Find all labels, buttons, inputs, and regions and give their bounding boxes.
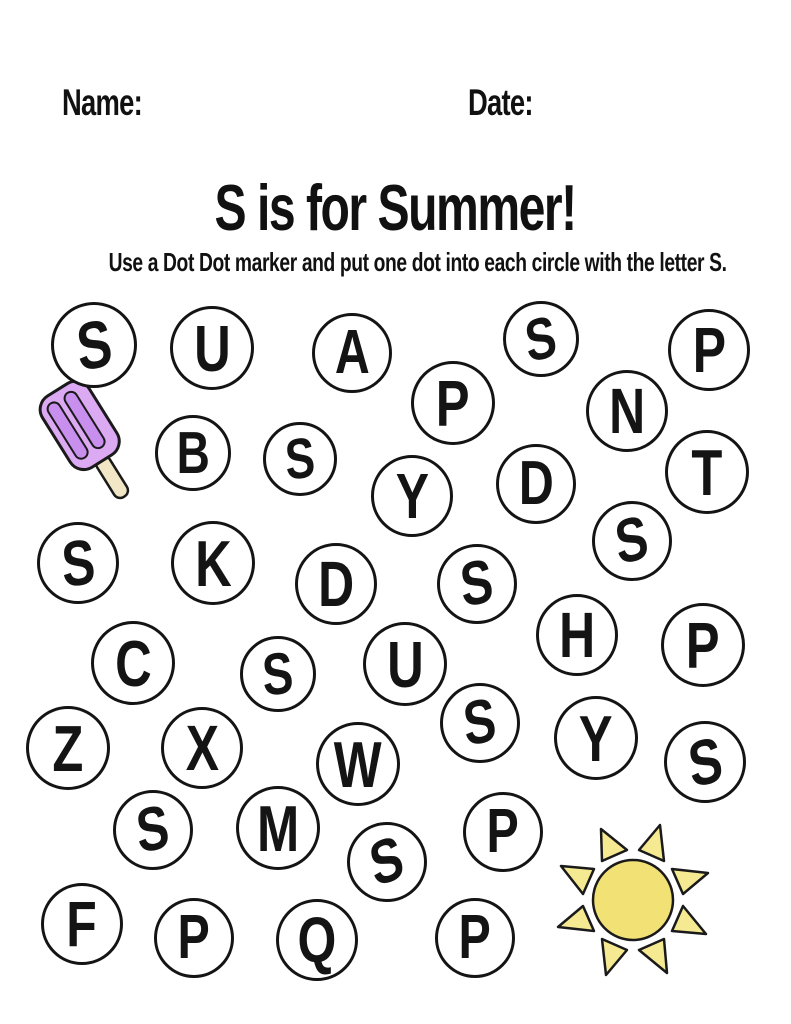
sun-ray <box>639 825 664 861</box>
letter-circle[interactable] <box>665 430 749 514</box>
circle-letter: S <box>260 638 296 709</box>
sun-center <box>593 860 673 940</box>
circle-letter: A <box>334 318 370 387</box>
sun-ray <box>602 939 627 975</box>
page-title <box>0 170 791 245</box>
circle-letter: P <box>686 608 720 682</box>
letter-circle[interactable] <box>371 455 453 537</box>
date-label-text: Date: <box>468 82 533 123</box>
instructions-text: Use a Dot Dot marker and put one dot into each circle with the letter S. <box>108 247 727 277</box>
sun-ray <box>672 869 708 894</box>
circle-letter: T <box>691 435 723 509</box>
letter-circle[interactable] <box>113 790 193 870</box>
letter-circle[interactable] <box>171 521 255 605</box>
circle-letter: P <box>692 314 726 386</box>
sun-ray <box>558 906 594 931</box>
circle-letter: U <box>386 627 424 701</box>
circle-letter: S <box>58 525 98 601</box>
letter-circle[interactable] <box>276 899 358 981</box>
circle-letter: S <box>457 546 497 621</box>
circle-letter: S <box>133 792 173 867</box>
circle-letter: H <box>558 599 596 671</box>
letter-circle[interactable] <box>440 683 520 763</box>
circle-letter: S <box>611 502 653 579</box>
letter-circle[interactable] <box>170 306 254 390</box>
letter-circle[interactable] <box>363 622 447 706</box>
page-title-text: S is for Summer! <box>214 171 577 244</box>
circle-letter: P <box>458 903 492 972</box>
circle-letter: D <box>518 449 554 518</box>
circle-letter: Z <box>52 711 84 785</box>
circle-letter: S <box>460 685 500 760</box>
letter-circle[interactable] <box>41 883 123 965</box>
circle-letter: W <box>334 727 382 801</box>
letter-circle[interactable] <box>668 309 750 391</box>
circle-letter: M <box>256 791 300 865</box>
circle-letter: S <box>283 424 317 493</box>
circle-letter: S <box>364 822 410 901</box>
circle-letter: N <box>608 375 646 447</box>
date-label <box>468 82 556 124</box>
letter-circle[interactable] <box>435 898 515 978</box>
sun-ray <box>639 939 667 973</box>
circle-letter: K <box>194 526 232 600</box>
sun-ray <box>561 866 594 894</box>
letter-circle[interactable] <box>154 898 234 978</box>
letter-circle[interactable] <box>437 544 517 624</box>
circle-letter: F <box>66 888 98 960</box>
circle-letter: U <box>193 311 231 385</box>
circle-letter: B <box>176 419 210 486</box>
letter-circle[interactable] <box>295 543 377 625</box>
letter-circle[interactable] <box>316 722 400 806</box>
letter-circle[interactable] <box>161 707 243 789</box>
circle-letter: S <box>683 722 727 802</box>
instructions <box>0 247 791 278</box>
letter-circle[interactable] <box>592 501 672 581</box>
circle-letter: X <box>185 712 219 784</box>
letter-circle[interactable] <box>586 370 668 452</box>
letter-circle[interactable] <box>536 594 618 676</box>
circle-letter: C <box>114 626 152 700</box>
sun-icon <box>533 800 733 1000</box>
letter-circle[interactable] <box>51 302 137 388</box>
letter-circle[interactable] <box>240 636 316 712</box>
letter-circle[interactable] <box>664 721 746 803</box>
circle-letter: P <box>486 797 520 866</box>
letter-circle[interactable] <box>155 415 231 491</box>
sun-ray <box>672 906 706 934</box>
letter-circle[interactable] <box>236 786 320 870</box>
sun-ray <box>601 829 627 861</box>
circle-letter: Y <box>579 701 613 775</box>
letter-circle[interactable] <box>347 822 427 902</box>
circle-letter: P <box>436 366 470 440</box>
letter-circle[interactable] <box>463 792 543 872</box>
letter-circle[interactable] <box>91 621 175 705</box>
letter-circle[interactable] <box>503 301 579 377</box>
letter-circle[interactable] <box>411 361 495 445</box>
circle-letter: S <box>521 302 561 375</box>
letter-circle[interactable] <box>496 444 576 524</box>
popsicle-icon <box>24 374 160 524</box>
circle-letter: P <box>177 903 211 972</box>
circle-letter: Y <box>395 460 429 532</box>
letter-circle[interactable] <box>263 422 337 496</box>
letter-circle[interactable] <box>661 603 745 687</box>
name-label-text: Name: <box>62 82 143 123</box>
circle-letter: S <box>72 304 116 386</box>
letter-circle[interactable] <box>312 313 392 393</box>
circle-letter: D <box>317 548 355 620</box>
name-label <box>62 82 170 124</box>
circle-letter: Q <box>297 904 337 976</box>
letter-circle[interactable] <box>37 522 119 604</box>
letter-circle[interactable] <box>554 696 638 780</box>
letter-circle[interactable] <box>26 706 110 790</box>
